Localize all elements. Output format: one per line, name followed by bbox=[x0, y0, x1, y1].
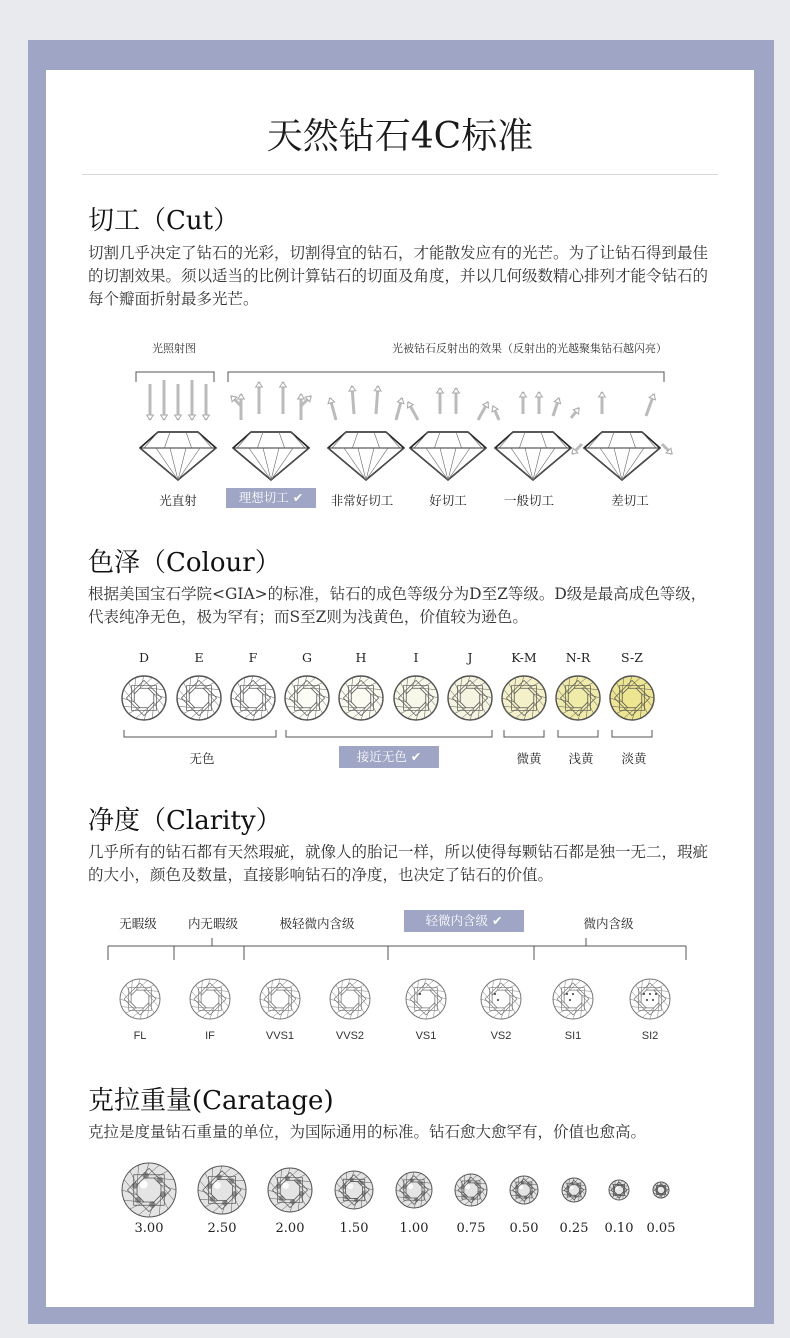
carat-heading: 克拉重量(Caratage) bbox=[88, 1086, 334, 1116]
clarity-gem-vs1 bbox=[406, 979, 446, 1019]
clarity-group-flawless: 无暇级 bbox=[119, 916, 157, 931]
clarity-gem-row bbox=[46, 974, 754, 1024]
colour-grade-j: J bbox=[467, 650, 473, 665]
carat-gem-4 bbox=[335, 1171, 373, 1209]
colour-grade-s-z: S-Z bbox=[621, 650, 643, 665]
colour-heading: 色泽（Colour） bbox=[88, 548, 281, 578]
carat-weight-label: 2.00 bbox=[275, 1221, 305, 1236]
cut-light-arrows-2 bbox=[231, 382, 311, 420]
cut-heading: 切工（Cut） bbox=[88, 206, 240, 236]
colour-gem-row bbox=[46, 668, 754, 728]
carat-description: 克拉是度量钻石重量的单位，为国际通用的标准。钻石愈大愈罕有，价值也愈高。 bbox=[88, 1123, 647, 1141]
colour-gem-j bbox=[448, 676, 492, 720]
cut-diamond-6 bbox=[584, 432, 660, 480]
cut-diamond-5 bbox=[495, 432, 571, 480]
colour-gem-n-r bbox=[556, 676, 600, 720]
clarity-gem-vvs2 bbox=[330, 979, 370, 1019]
cut-light-arrows-4 bbox=[407, 388, 488, 420]
colour-group-light-yellow: 浅黄 bbox=[568, 751, 594, 766]
cut-diamond-4 bbox=[410, 432, 486, 480]
clarity-grade-if: IF bbox=[205, 1030, 215, 1042]
cut-light-arrows-5 bbox=[492, 392, 579, 420]
clarity-gem-si1 bbox=[553, 979, 593, 1019]
clarity-scale-line bbox=[46, 938, 754, 962]
carat-weight-label: 0.50 bbox=[509, 1221, 539, 1236]
carat-gem-2 bbox=[198, 1166, 246, 1214]
colour-grade-k-m: K-M bbox=[511, 650, 537, 665]
cut-label-poor: 差切工 bbox=[611, 493, 649, 508]
clarity-grade-si2: SI2 bbox=[641, 1030, 659, 1042]
colour-grade-g: G bbox=[302, 650, 312, 665]
carat-gem-7 bbox=[510, 1176, 538, 1204]
cut-diamond-3 bbox=[328, 432, 404, 480]
carat-gem-1 bbox=[122, 1163, 176, 1217]
clarity-heading: 净度（Clarity） bbox=[88, 806, 282, 836]
carat-weight-label: 2.50 bbox=[207, 1221, 237, 1236]
cut-right-caption: 光被钻石反射出的效果（反射出的光越聚集钻石越闪亮） bbox=[392, 342, 667, 355]
clarity-grade-vvs2: VVS2 bbox=[335, 1030, 365, 1042]
colour-grade-f: F bbox=[248, 650, 258, 665]
clarity-grade-vs1: VS1 bbox=[415, 1030, 437, 1042]
cut-label-fair: 一般切工 bbox=[503, 493, 554, 508]
colour-gem-d bbox=[122, 676, 166, 720]
carat-weight-label: 0.10 bbox=[604, 1221, 634, 1236]
clarity-group-internally-flawless: 内无暇级 bbox=[187, 916, 238, 931]
clarity-grade-si1: SI1 bbox=[564, 1030, 582, 1042]
carat-gem-9 bbox=[609, 1180, 629, 1200]
carat-weight-label: 0.75 bbox=[456, 1221, 486, 1236]
colour-gem-h bbox=[339, 676, 383, 720]
carat-weight-label: 0.05 bbox=[646, 1221, 676, 1236]
carat-weight-label: 3.00 bbox=[134, 1221, 164, 1236]
colour-grade-i: I bbox=[413, 650, 419, 665]
colour-grade-h: H bbox=[355, 650, 367, 665]
colour-gem-s-z bbox=[610, 676, 654, 720]
cut-label-direct: 光直射 bbox=[159, 493, 197, 508]
title-divider bbox=[82, 174, 718, 175]
carat-weight-label: 1.00 bbox=[399, 1221, 429, 1236]
colour-group-colorless: 无色 bbox=[189, 751, 215, 766]
colour-grade-n-r: N-R bbox=[565, 650, 591, 665]
carat-gem-8 bbox=[562, 1178, 586, 1202]
cut-diamond-1 bbox=[140, 432, 216, 480]
carat-gem-row bbox=[46, 1160, 754, 1220]
cut-light-arrows-3 bbox=[328, 386, 404, 420]
cut-left-caption: 光照射图 bbox=[152, 342, 196, 355]
colour-grade-e: E bbox=[194, 650, 204, 665]
colour-gem-i bbox=[394, 676, 438, 720]
colour-description: 根据美国宝石学院<GIA>的标准，钻石的成色等级分为D至Z等级。D级是最高成色等级，代表纯净无色，极为罕有；而S至Z则为浅黄色，价值较为逊色。 bbox=[88, 585, 707, 626]
clarity-gem-vs2 bbox=[481, 979, 521, 1019]
cut-description: 切割几乎决定了钻石的光彩，切割得宜的钻石，才能散发应有的光芒。为了让钻石得到最佳的切割效果。须以适当的比例计算钻石的切面及角度，并以几何级数精心排列才能令钻石的每个瓣面折射最多光芒。 bbox=[88, 244, 709, 308]
clarity-gem-si2 bbox=[630, 979, 670, 1019]
page-title: 天然钻石4C标准 bbox=[266, 116, 534, 157]
clarity-gem-if bbox=[190, 979, 230, 1019]
cut-label-ideal-badge: 理想切工 ✔ bbox=[226, 488, 316, 508]
colour-gem-g bbox=[285, 676, 329, 720]
carat-gem-6 bbox=[455, 1174, 487, 1206]
carat-weight-label: 1.50 bbox=[339, 1221, 369, 1236]
clarity-grade-vvs1: VVS1 bbox=[265, 1030, 295, 1042]
carat-gem-3 bbox=[268, 1168, 312, 1212]
clarity-grade-fl: FL bbox=[133, 1030, 147, 1042]
colour-group-faint-yellow: 微黄 bbox=[516, 751, 542, 766]
clarity-grade-vs2: VS2 bbox=[490, 1030, 512, 1042]
colour-grade-d: D bbox=[138, 650, 150, 665]
carat-weight-label: 0.25 bbox=[559, 1221, 589, 1236]
content-card bbox=[46, 70, 754, 1307]
colour-gem-e bbox=[177, 676, 221, 720]
colour-gem-k-m bbox=[502, 676, 546, 720]
cut-diamond-diagrams bbox=[46, 388, 754, 498]
clarity-group-vs-badge: 轻微内含级 ✔ bbox=[404, 910, 524, 932]
colour-gem-f bbox=[231, 676, 275, 720]
carat-gem-5 bbox=[396, 1172, 432, 1208]
clarity-gem-fl bbox=[120, 979, 160, 1019]
clarity-group-vvs: 极轻微内含级 bbox=[279, 916, 355, 931]
clarity-description: 几乎所有的钻石都有天然瑕疵，就像人的胎记一样，所以使得每颗钻石都是独一无二，瑕疵的大小，颜色及数量，直接影响钻石的净度，也决定了钻石的价值。 bbox=[88, 843, 709, 884]
clarity-gem-vvs1 bbox=[260, 979, 300, 1019]
colour-group-near-colorless-badge: 接近无色 ✔ bbox=[339, 746, 439, 768]
cut-label-good: 好切工 bbox=[429, 493, 467, 508]
colour-group-pale-yellow: 淡黄 bbox=[621, 751, 647, 766]
cut-diamond-2 bbox=[233, 432, 309, 480]
carat-gem-10 bbox=[653, 1182, 669, 1198]
clarity-group-si: 微内含级 bbox=[583, 916, 634, 931]
cut-label-very-good: 非常好切工 bbox=[330, 493, 394, 508]
